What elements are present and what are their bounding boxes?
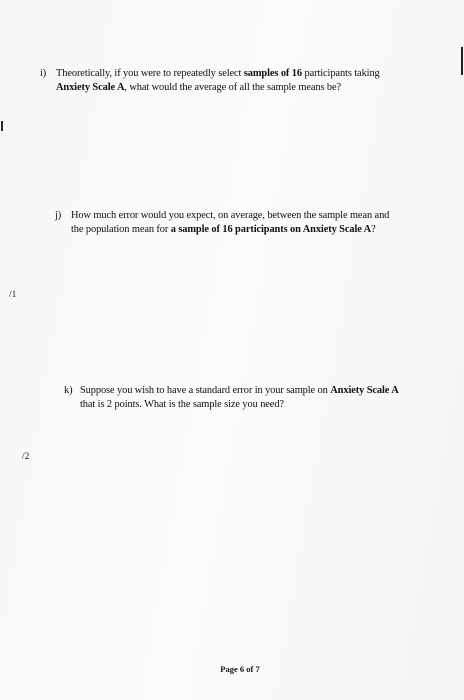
question-j	[55, 209, 415, 237]
question-j-text-2a: the population mean for	[71, 224, 171, 235]
question-k-text-1a: Suppose you wish to have a standard error in your sample on	[80, 385, 331, 396]
question-i-text-1a: Theoretically, if you were to repeatedly select	[56, 68, 244, 79]
question-i-bold-samples: samples of 16	[243, 68, 302, 79]
question-i	[40, 67, 420, 95]
page-footer	[0, 664, 464, 674]
question-j-bold-sample: a sample of 16 participants on Anxiety Scale A	[170, 224, 372, 235]
marks-2: /2	[22, 452, 30, 462]
page-number: Page 6 of 7	[220, 664, 260, 674]
question-k-bold-scale: Anxiety Scale A	[330, 385, 399, 396]
question-j-text-1: How much error would you expect, on average, between the sample mean and	[71, 210, 390, 221]
left-edge-mark	[1, 121, 3, 131]
right-edge-mark	[461, 47, 463, 75]
question-j-label: j)	[55, 210, 62, 221]
question-i-line2	[40, 81, 420, 95]
question-j-text-2c: ?	[371, 224, 376, 235]
question-k	[64, 384, 424, 412]
question-i-label: i)	[40, 68, 47, 79]
question-k-label: k)	[64, 385, 73, 396]
question-i-text-2b: , what would the average of all the sample means be?	[124, 82, 342, 93]
question-i-bold-scale: Anxiety Scale A	[56, 82, 125, 93]
question-i-text-1c: participants taking	[302, 68, 380, 79]
question-k-line2: that is 2 points. What is the sample size you need?	[80, 399, 284, 410]
question-j-line2	[55, 223, 415, 237]
marks-1: /1	[9, 290, 17, 300]
